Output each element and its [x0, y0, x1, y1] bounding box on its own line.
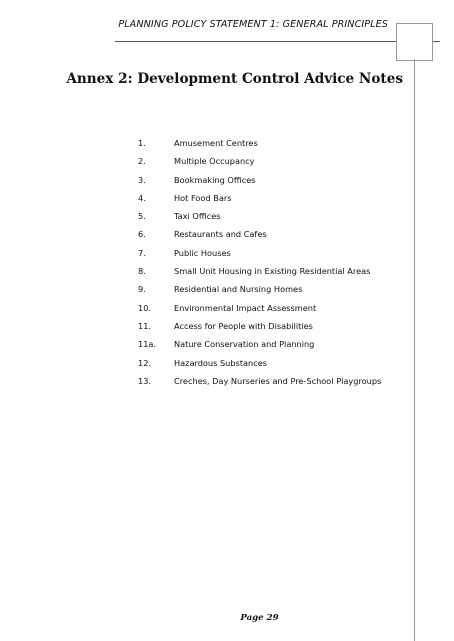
item-number: 11. [138, 320, 152, 331]
list-item [138, 193, 381, 211]
running-header: PLANNING POLICY STATEMENT 1: GENERAL PRINCIPLES [118, 19, 388, 30]
item-number: 2. [138, 156, 146, 167]
list-item [138, 211, 381, 229]
item-number: 1. [138, 138, 146, 148]
list-item [138, 266, 381, 284]
item-title: Small Unit Housing in Existing Residential Areas [174, 266, 371, 277]
list-item [138, 284, 381, 302]
item-title: Residential and Nursing Homes [174, 284, 303, 295]
item-number: 8. [138, 266, 146, 277]
item-title: Restaurants and Cafes [174, 229, 267, 240]
list-item [138, 175, 381, 193]
item-number: 5. [138, 211, 146, 222]
item-title: Taxi Offices [174, 211, 221, 222]
list-item [138, 358, 381, 376]
item-title: Hazardous Substances [174, 357, 268, 368]
page-number: Page 29 [240, 613, 279, 623]
list-item [138, 339, 381, 357]
item-number: 11a. [138, 339, 157, 350]
item-number: 4. [138, 192, 146, 203]
item-title: Access for People with Disabilities [174, 320, 313, 331]
list-item [138, 229, 381, 247]
item-title: Multiple Occupancy [174, 156, 255, 167]
list-item [138, 138, 381, 156]
item-title: Hot Food Bars [174, 192, 232, 203]
item-title: Nature Conservation and Planning [174, 339, 315, 350]
annex-title: Annex 2: Development Control Advice Notes [66, 71, 403, 87]
advice-notes-list [138, 138, 381, 394]
item-number: 7. [138, 247, 146, 258]
list-item [138, 248, 381, 266]
list-item [138, 376, 381, 394]
header-rule [115, 41, 440, 42]
list-item [138, 156, 381, 174]
item-number: 13. [138, 375, 152, 386]
item-title: Amusement Centres [174, 138, 258, 148]
list-item [138, 321, 381, 339]
margin-rule [414, 59, 415, 641]
item-number: 9. [138, 284, 146, 295]
item-number: 12. [138, 357, 152, 368]
item-title: Public Houses [174, 247, 231, 258]
item-title: Bookmaking Offices [174, 174, 256, 185]
list-item [138, 303, 381, 321]
item-number: 3. [138, 174, 146, 185]
item-number: 6. [138, 229, 146, 240]
corner-box [396, 23, 433, 61]
item-title: Environmental Impact Assessment [174, 302, 317, 313]
item-title: Creches, Day Nurseries and Pre-School Playgroups [174, 375, 382, 386]
item-number: 10. [138, 302, 152, 313]
